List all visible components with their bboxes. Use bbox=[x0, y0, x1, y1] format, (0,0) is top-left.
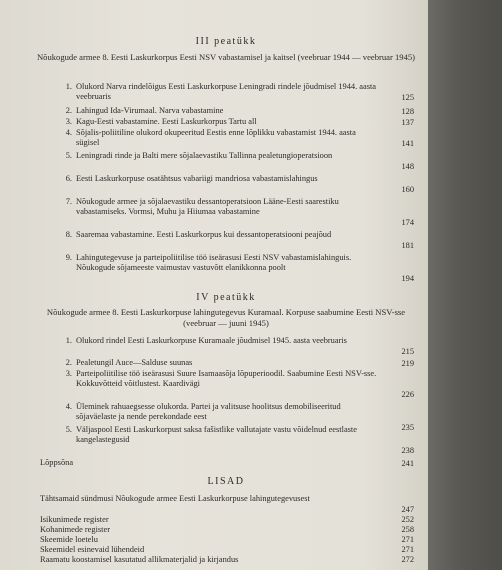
toc-entry[interactable]: 3. Kagu-Eesti vabastamine. Eesti Laskurkorpus Tartu all 137 bbox=[65, 117, 414, 127]
toc-entry[interactable]: 4. Üleminek rahuaegsesse olukorda. Partei ja valitsuse hoolitsus demobiliseeritud sõjaväelaste ja nende perekondade eest 235 bbox=[65, 402, 414, 432]
page-number: 238 bbox=[401, 445, 414, 455]
toc-entry[interactable]: 1. Olukord Narva rindelõigus Eesti Laskurkorpuse Leningradi rindele jõudmisel 1944. aasta veebruaris 125 bbox=[65, 82, 414, 102]
page-number: 194 bbox=[401, 273, 414, 283]
page-number: 252 bbox=[401, 514, 414, 524]
toc-entry[interactable]: Skeemidel esinevaid lühendeid 271 bbox=[40, 544, 414, 554]
page-number: 271 bbox=[401, 544, 414, 554]
toc-entry[interactable]: Raamatu koostamisel kasutatud allikmaterjalid ja kirjandus 272 bbox=[40, 554, 414, 564]
page-number: 141 bbox=[401, 138, 414, 148]
page-number: 181 bbox=[401, 240, 414, 250]
toc-entry[interactable]: Isikunimede register 252 bbox=[40, 514, 414, 524]
page-number: 137 bbox=[401, 117, 414, 127]
page-number: 219 bbox=[401, 358, 414, 368]
page-number: 160 bbox=[401, 184, 414, 194]
chapter-3-subtitle: Nõukogude armee 8. Eesti Laskurkorpus Eesti NSV vabastamisel ja kaitsel (veebruar 1944 — veebruar 1945) bbox=[36, 52, 416, 62]
chapter-4-subtitle: Nõukogude armee 8. Eesti Laskurkorpuse lahingutegevus Kuramaal. Korpuse saabumine Eesti NSV-sse (veebruar — juuni 1945) bbox=[46, 307, 406, 328]
page-number: 125 bbox=[401, 92, 414, 102]
page-number: 247 bbox=[401, 504, 414, 514]
page-number: 148 bbox=[401, 161, 414, 171]
toc-entry[interactable]: Kohanimede register 258 bbox=[40, 524, 414, 534]
toc-entry[interactable]: 1. Olukord rindel Eesti Laskurkorpuse Kuramaale jõudmisel 1945. aasta veebruaris 215 bbox=[65, 336, 414, 356]
toc-entry[interactable]: 2. Lahingud Ida-Virumaal. Narva vabastamine 128 bbox=[65, 106, 414, 116]
toc-entry[interactable]: 3. Parteipoliitilise töö iseärasusi Suure Isamaasõja lõpuperioodil. Saabumine Eesti NSV-sse. Kokkuvõtteid võitlustest. Kaardivägi 226 bbox=[65, 369, 414, 399]
page-number: 271 bbox=[401, 534, 414, 544]
toc-entry-afterword[interactable]: Lõppsõna 241 bbox=[40, 458, 414, 468]
chapter-3-title: III peatükk bbox=[195, 36, 257, 47]
page-number: 235 bbox=[401, 422, 414, 432]
toc-entry[interactable]: 9. Lahingutegevuse ja parteipoliitilise töö iseärasusi Eesti NSV vabastamislahinguis. Nõukogude sõjameeste vaimustav vastuvõtt elanikkonna poolt 194 bbox=[65, 253, 414, 283]
toc-entry[interactable]: 5. Väljaspool Eesti Laskurkorpust saksa fašistlike vallutajate vastu võidelnud eestlaste kangelastegusid 238 bbox=[65, 425, 414, 455]
chapter-4-title: IV peatükk bbox=[196, 292, 256, 303]
page-number: 241 bbox=[401, 458, 414, 468]
appendix-title: LISAD bbox=[207, 476, 245, 487]
page-number: 128 bbox=[401, 106, 414, 116]
toc-entry[interactable]: 8. Saaremaa vabastamine. Eesti Laskurkorpus kui dessantoperatsiooni peajõud 181 bbox=[65, 230, 414, 250]
toc-entry[interactable]: 2. Pealetungil Auce—Salduse suunas 219 bbox=[65, 358, 414, 368]
toc-entry[interactable]: 6. Eesti Laskurkorpuse osatähtsus vabariigi mandriosa vabastamislahingus 160 bbox=[65, 174, 414, 194]
page-number: 174 bbox=[401, 217, 414, 227]
page-number: 272 bbox=[401, 554, 414, 564]
toc-entry[interactable]: 5. Leningradi rinde ja Balti mere sõjalaevastiku Tallinna pealetungioperatsioon 148 bbox=[65, 151, 414, 171]
toc-entry[interactable]: Tähtsamaid sündmusi Nõukogude armee Eesti Laskurkorpuse lahingutegevusest 247 bbox=[40, 494, 414, 514]
toc-entry[interactable]: Skeemide loetelu 271 bbox=[40, 534, 414, 544]
page-number: 215 bbox=[401, 346, 414, 356]
page-edge-background bbox=[428, 0, 502, 570]
toc-entry[interactable]: 4. Sõjalis-poliitiline olukord okupeeritud Eestis enne lõplikku vabastamist 1944. aasta sügisel 141 bbox=[65, 128, 414, 148]
page-number: 258 bbox=[401, 524, 414, 534]
toc-entry[interactable]: 7. Nõukogude armee ja sõjalaevastiku dessantoperatsioon Lääne-Eesti saarestiku vabastamiseks. Vormsi, Muhu ja Hiiumaa vabastamine 174 bbox=[65, 197, 414, 227]
page-number: 226 bbox=[401, 389, 414, 399]
